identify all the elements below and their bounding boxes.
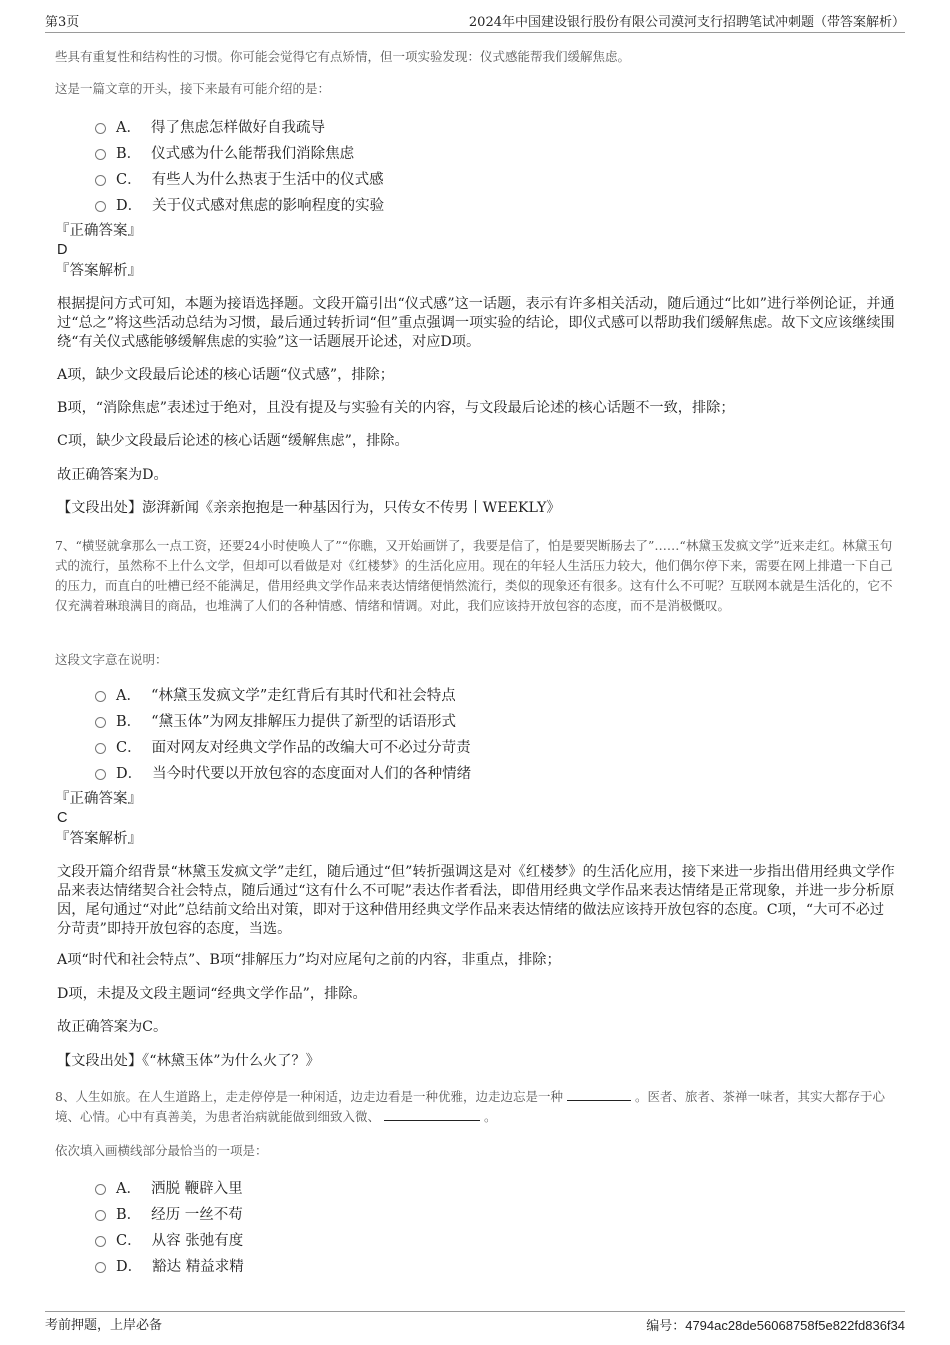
q7-options: [95, 681, 595, 785]
q8-option-a[interactable]: A． 洒脱 鞭辟入里: [95, 1174, 595, 1200]
q6-source: 【文段出处】澎湃新闻《亲亲抱抱是一种基因行为，只传女不传男丨WEEKLY》: [57, 500, 561, 516]
radio-button[interactable]: [95, 691, 106, 702]
q7-prompt: 这段文字意在说明：: [55, 652, 168, 667]
fill-blank-2: [384, 1108, 480, 1121]
q6-stem-continuation: 些具有重复性和结构性的习惯。你可能会觉得它有点矫情，但一项实验发现：仪式感能帮我们缓解焦虑。: [55, 49, 631, 64]
q6-analysis-b: B项，“消除焦虑”表述过于绝对，且没有提及与实验有关的内容，与文段最后论述的核心话题不一致，排除；: [57, 400, 735, 416]
q8-option-c[interactable]: C． 从容 张弛有度: [95, 1226, 595, 1252]
document-title: 2024年中国建设银行股份有限公司漠河支行招聘笔试冲刺题（带答案解析）: [468, 15, 905, 30]
q7-option-a[interactable]: A． “林黛玉发疯文学”走红背后有其时代和社会特点: [95, 681, 595, 707]
radio-button[interactable]: [95, 1210, 106, 1221]
radio-button[interactable]: [95, 149, 106, 160]
q7-conclusion: 故正确答案为C。: [57, 1019, 168, 1035]
q6-conclusion: 故正确答案为D。: [57, 467, 168, 483]
page-header: [45, 14, 905, 33]
radio-button[interactable]: [95, 1262, 106, 1273]
q7-analysis-label: 『答案解析』: [55, 831, 142, 847]
q8-prompt: 依次填入画横线部分最恰当的一项是：: [55, 1143, 268, 1158]
q6-option-d[interactable]: D． 关于仪式感对焦虑的影响程度的实验: [95, 191, 595, 217]
q6-analysis-main: 根据提问方式可知，本题为接语选择题。文段开篇引出“仪式感”这一话题，表示有许多相关活动，随后通过“比如”进行举例论证，并通过“总之”将这些活动总结为习惯，最后通过转折词“但”重点强调一项实验的结论，即仪式感可以帮助我们缓解焦虑。故下文应该继续围绕“有关仪式感能够缓解焦虑的实验”这一话题展开论述，对应D项。: [57, 296, 895, 350]
q8-option-d[interactable]: D． 豁达 精益求精: [95, 1252, 595, 1278]
q8-stem: 8、人生如旅。在人生道路上，走走停停是一种闲适，边走边看是一种优雅，边走边忘是一种 。医者、旅者、茶禅一味者，其实大都存于心境、心情。心中有真善美，为患者治病就能做到细致入微、 。: [55, 1089, 885, 1124]
q7-analysis-ab: A项“时代和社会特点”、B项“排解压力”均对应尾句之前的内容，非重点，排除；: [57, 952, 561, 968]
q7-option-b[interactable]: B． “黛玉体”为网友排解压力提供了新型的话语形式: [95, 707, 595, 733]
q6-answer-value: D: [57, 242, 68, 258]
q6-option-a[interactable]: A． 得了焦虑怎样做好自我疏导: [95, 113, 595, 139]
fill-blank-1: [567, 1088, 631, 1101]
q6-option-c[interactable]: C． 有些人为什么热衷于生活中的仪式感: [95, 165, 595, 191]
radio-button[interactable]: [95, 769, 106, 780]
page-footer: [45, 1311, 905, 1334]
q7-option-d[interactable]: D． 当今时代要以开放包容的态度面对人们的各种情绪: [95, 759, 595, 785]
radio-button[interactable]: [95, 743, 106, 754]
radio-button[interactable]: [95, 175, 106, 186]
radio-button[interactable]: [95, 1184, 106, 1195]
q6-analysis-a: A项，缺少文段最后论述的核心话题“仪式感”，排除；: [57, 367, 394, 383]
q6-options: [95, 113, 595, 217]
radio-button[interactable]: [95, 1236, 106, 1247]
page-number: 第3页: [45, 15, 80, 30]
q6-analysis-label: 『答案解析』: [55, 263, 142, 279]
q6-analysis-c: C项，缺少文段最后论述的核心话题“缓解焦虑”，排除。: [57, 433, 409, 449]
q7-stem: 7、“横竖就拿那么一点工资，还要24小时使唤人了”“你瞧，又开始画饼了，我要是信了，怕是要哭断肠去了”……“林黛玉发疯文学”近来走红。林黛玉句式的流行，虽然称不上什么文学，但却可以看做是对《红楼梦》的生活化应用。现在的年轻人生活压力较大，他们偶尔停下来，需要在网上排遣一下自己的压力，而直白的吐槽已经不能满足，借用经典文学作品来表达情绪便悄然流行，类似的现象还有很多。这有什么不可呢？互联网本就是生活化的，它不仅充满着琳琅满目的商品，也堆满了人们的各种情感、情绪和情调。对此，我们应该持开放包容的态度，而不是消极慨叹。: [55, 538, 893, 613]
q7-analysis-main: 文段开篇介绍背景“林黛玉发疯文学”走红，随后通过“但”转折强调这是对《红楼梦》的生活化应用，接下来进一步指出借用经典文学作品来表达情绪契合社会特点，随后通过“这有什么不可呢”表达作者看法，即借用经典文学作品来表达情绪是正常现象，并进一步分析原因，尾句通过“对此”总结前文给出对策，即对于这种借用经典文学作品来表达情绪的做法应该持开放包容的态度。C项，“大可不必过分苛责”即持开放包容的态度，当选。: [57, 864, 895, 937]
document-code: 编号：4794ac28de56068758f5e822fd836f34: [646, 1318, 905, 1334]
q6-prompt: 这是一篇文章的开头，接下来最有可能介绍的是：: [55, 81, 331, 96]
q7-source: 【文段出处】《“林黛玉体”为什么火了？》: [57, 1053, 320, 1069]
radio-button[interactable]: [95, 123, 106, 134]
radio-button[interactable]: [95, 717, 106, 728]
q8-options: [95, 1174, 595, 1278]
q7-answer-label: 『正确答案』: [55, 791, 142, 807]
q7-answer-value: C: [57, 810, 68, 826]
q8-option-b[interactable]: B． 经历 一丝不苟: [95, 1200, 595, 1226]
radio-button[interactable]: [95, 201, 106, 212]
q6-option-b[interactable]: B． 仪式感为什么能帮我们消除焦虑: [95, 139, 595, 165]
q6-answer-label: 『正确答案』: [55, 223, 142, 239]
footer-slogan: 考前押题，上岸必备: [45, 1318, 163, 1333]
q7-analysis-d: D项，未提及文段主题词“经典文学作品”，排除。: [57, 986, 367, 1002]
q7-option-c[interactable]: C． 面对网友对经典文学作品的改编大可不必过分苛责: [95, 733, 595, 759]
